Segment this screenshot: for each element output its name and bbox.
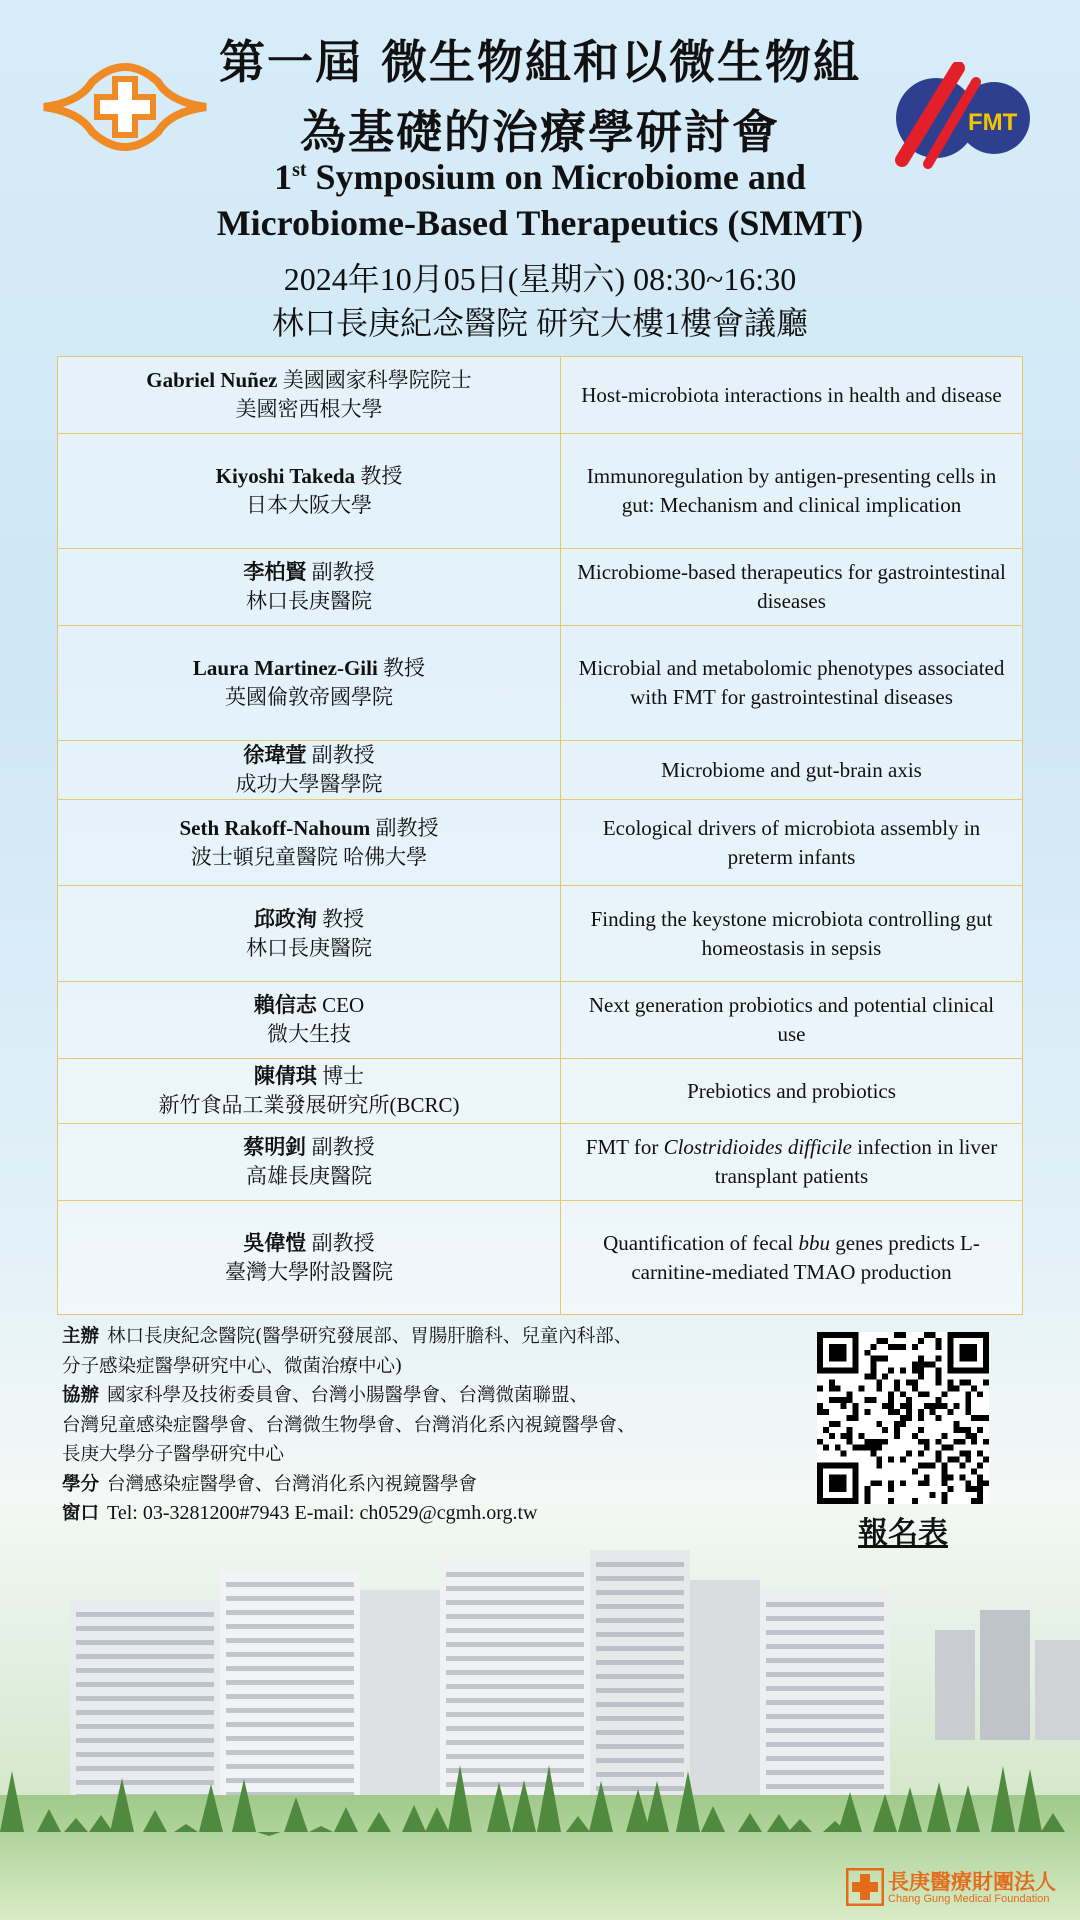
speaker-title: 副教授 [375, 815, 439, 840]
table-row [58, 886, 1023, 982]
speaker-cell [58, 800, 561, 886]
foundation-cross-icon [846, 1868, 884, 1906]
topic-text: Quantification of fecal [603, 1230, 799, 1255]
speaker-name: Laura Martinez-Gili [192, 656, 378, 680]
speaker-title: 副教授 [311, 1135, 375, 1159]
topic-cell: Next generation probiotics and potential clinical use [561, 982, 1023, 1059]
title-zh-line1: 第一屆 微生物組和以微生物組 [218, 35, 861, 89]
hospital-buildings-illustration [0, 1540, 1080, 1920]
contact-label: 窗口 [62, 1503, 100, 1524]
speaker-title: 博士 [322, 1064, 365, 1088]
table-row [58, 434, 1023, 549]
speaker-title: CEO [322, 993, 365, 1017]
topic-gene: bbu [798, 1230, 830, 1255]
registration-qr-code[interactable] [817, 1332, 989, 1504]
speaker-name: 吳偉愷 [243, 1230, 307, 1255]
speaker-affiliation: 成功大學醫學院 [235, 772, 383, 796]
speaker-cell [58, 357, 561, 434]
foundation-logo [846, 1866, 1066, 1910]
credits-label: 學分 [62, 1473, 100, 1495]
title-en-line1-text: Symposium on Microbiome and [306, 157, 806, 197]
speaker-name: 邱政洵 [253, 906, 317, 931]
speaker-affiliation: 美國密西根大學 [235, 397, 383, 421]
speaker-title: 副教授 [311, 560, 375, 584]
fmt-logo-text: FMT [968, 109, 1018, 136]
credits-text: 台灣感染症醫學會、台灣消化系內視鏡醫學會 [107, 1473, 478, 1495]
speaker-name: 賴信志 [253, 993, 317, 1017]
speaker-cell [58, 626, 561, 741]
speaker-cell [58, 982, 561, 1059]
table-row [58, 626, 1023, 741]
co-organizer-text-3: 長庚大學分子醫學研究中心 [62, 1444, 285, 1465]
speaker-name: 蔡明釗 [243, 1135, 307, 1159]
speaker-affiliation: 臺灣大學附設醫院 [225, 1259, 393, 1284]
title-en-ordinal-suffix: st [292, 159, 307, 181]
foundation-name-en: Chang Gung Medical Foundation [888, 1893, 1050, 1905]
organizer-text-2: 分子感染症醫學研究中心、微菌治療中心) [62, 1355, 403, 1377]
foundation-name-zh: 長庚醫療財團法人 [888, 1870, 1056, 1894]
table-row [58, 1059, 1023, 1124]
organizer-line [62, 1322, 782, 1352]
organizer-label: 主辦 [62, 1326, 100, 1347]
co-organizer-text-2: 台灣兒童感染症醫學會、台灣微生物學會、台灣消化系內視鏡醫學會、 [62, 1414, 636, 1436]
topic-cell [561, 1201, 1023, 1315]
topic-cell: Finding the keystone microbiota controlling gut homeostasis in sepsis [561, 886, 1023, 982]
speaker-affiliation: 波士頓兒童醫院 哈佛大學 [190, 844, 428, 869]
speaker-affiliation: 高雄長庚醫院 [246, 1164, 372, 1188]
topic-text: infection in liver transplant patients [714, 1135, 998, 1188]
speaker-cell [58, 741, 561, 800]
title-en-ordinal: 1 [274, 157, 293, 197]
co-organizer-line [62, 1381, 782, 1411]
speaker-affiliation: 微大生技 [267, 1022, 351, 1046]
topic-cell: Immunoregulation by antigen-presenting cells in gut: Mechanism and clinical implication [561, 434, 1023, 549]
organizer-info [62, 1322, 782, 1529]
speaker-affiliation: 日本大阪大學 [246, 493, 372, 517]
title-zh-line2: 為基礎的治療學研討會 [300, 105, 780, 159]
speaker-title: 副教授 [311, 1230, 375, 1255]
title-en-line1 [120, 156, 960, 198]
credits-line [62, 1470, 782, 1500]
table-row [58, 1201, 1023, 1315]
speaker-title: 教授 [322, 906, 365, 931]
speaker-cell [58, 549, 561, 626]
speaker-title: 副教授 [311, 743, 375, 767]
table-row [58, 982, 1023, 1059]
speaker-cell [58, 1201, 561, 1315]
topic-cell: Microbiome-based therapeutics for gastrointestinal diseases [561, 549, 1023, 626]
speaker-title: 教授 [383, 656, 426, 680]
speaker-cell [58, 1059, 561, 1124]
co-organizer-text: 國家科學及技術委員會、台灣小腸醫學會、台灣微菌聯盟、 [107, 1385, 589, 1406]
organizer-text: 林口長庚紀念醫院(醫學研究發展部、胃腸肝膽科、兒童內科部、 [107, 1326, 633, 1347]
topic-text: genes predicts L-carnitine-mediated TMAO production [631, 1230, 980, 1284]
topic-cell: Ecological drivers of microbiota assembly in preterm infants [561, 800, 1023, 886]
speaker-name: 陳倩琪 [253, 1064, 317, 1088]
topic-text: FMT for [585, 1135, 664, 1159]
title-en-line2: Microbiome-Based Therapeutics (SMMT) [216, 203, 864, 243]
speaker-cell [58, 886, 561, 982]
speaker-cell [58, 1124, 561, 1201]
speaker-name: 李柏賢 [243, 560, 307, 584]
topic-cell: Microbial and metabolomic phenotypes associated with FMT for gastrointestinal diseases [561, 626, 1023, 741]
speaker-affiliation: 林口長庚醫院 [246, 935, 372, 960]
speaker-name: Kiyoshi Takeda [215, 464, 356, 488]
event-venue: 林口長庚紀念醫院 研究大樓1樓會議廳 [271, 305, 808, 341]
table-row [58, 800, 1023, 886]
speaker-title: 教授 [360, 464, 403, 488]
topic-cell: Host-microbiota interactions in health and disease [561, 357, 1023, 434]
topic-species: Clostridioides difficile [663, 1135, 852, 1159]
contact-line [62, 1499, 782, 1529]
table-row [58, 357, 1023, 434]
speaker-cell [58, 434, 561, 549]
speaker-name: Gabriel Nuñez [146, 368, 278, 392]
table-row [58, 1124, 1023, 1201]
speaker-title: 美國國家科學院院士 [282, 368, 472, 392]
registration-label[interactable]: 報名表 [858, 1516, 948, 1551]
event-date: 2024年10月05日(星期六) 08:30~16:30 [283, 261, 797, 297]
speaker-affiliation: 林口長庚醫院 [246, 589, 372, 613]
co-organizer-label: 協辦 [62, 1385, 100, 1406]
speaker-table [57, 356, 1023, 1315]
topic-cell [561, 1124, 1023, 1201]
table-row [58, 741, 1023, 800]
speaker-affiliation: 英國倫敦帝國學院 [225, 685, 393, 709]
speaker-name: Seth Rakoff-Nahoum [179, 815, 371, 840]
contact-text: Tel: 03-3281200#7943 E-mail: ch0529@cgmh.org.tw [107, 1502, 538, 1524]
topic-cell: Prebiotics and probiotics [561, 1059, 1023, 1124]
topic-cell: Microbiome and gut-brain axis [561, 741, 1023, 800]
speaker-name: 徐瑋萱 [243, 743, 307, 767]
speaker-affiliation: 新竹食品工業發展研究所(BCRC) [158, 1093, 460, 1117]
table-row [58, 549, 1023, 626]
